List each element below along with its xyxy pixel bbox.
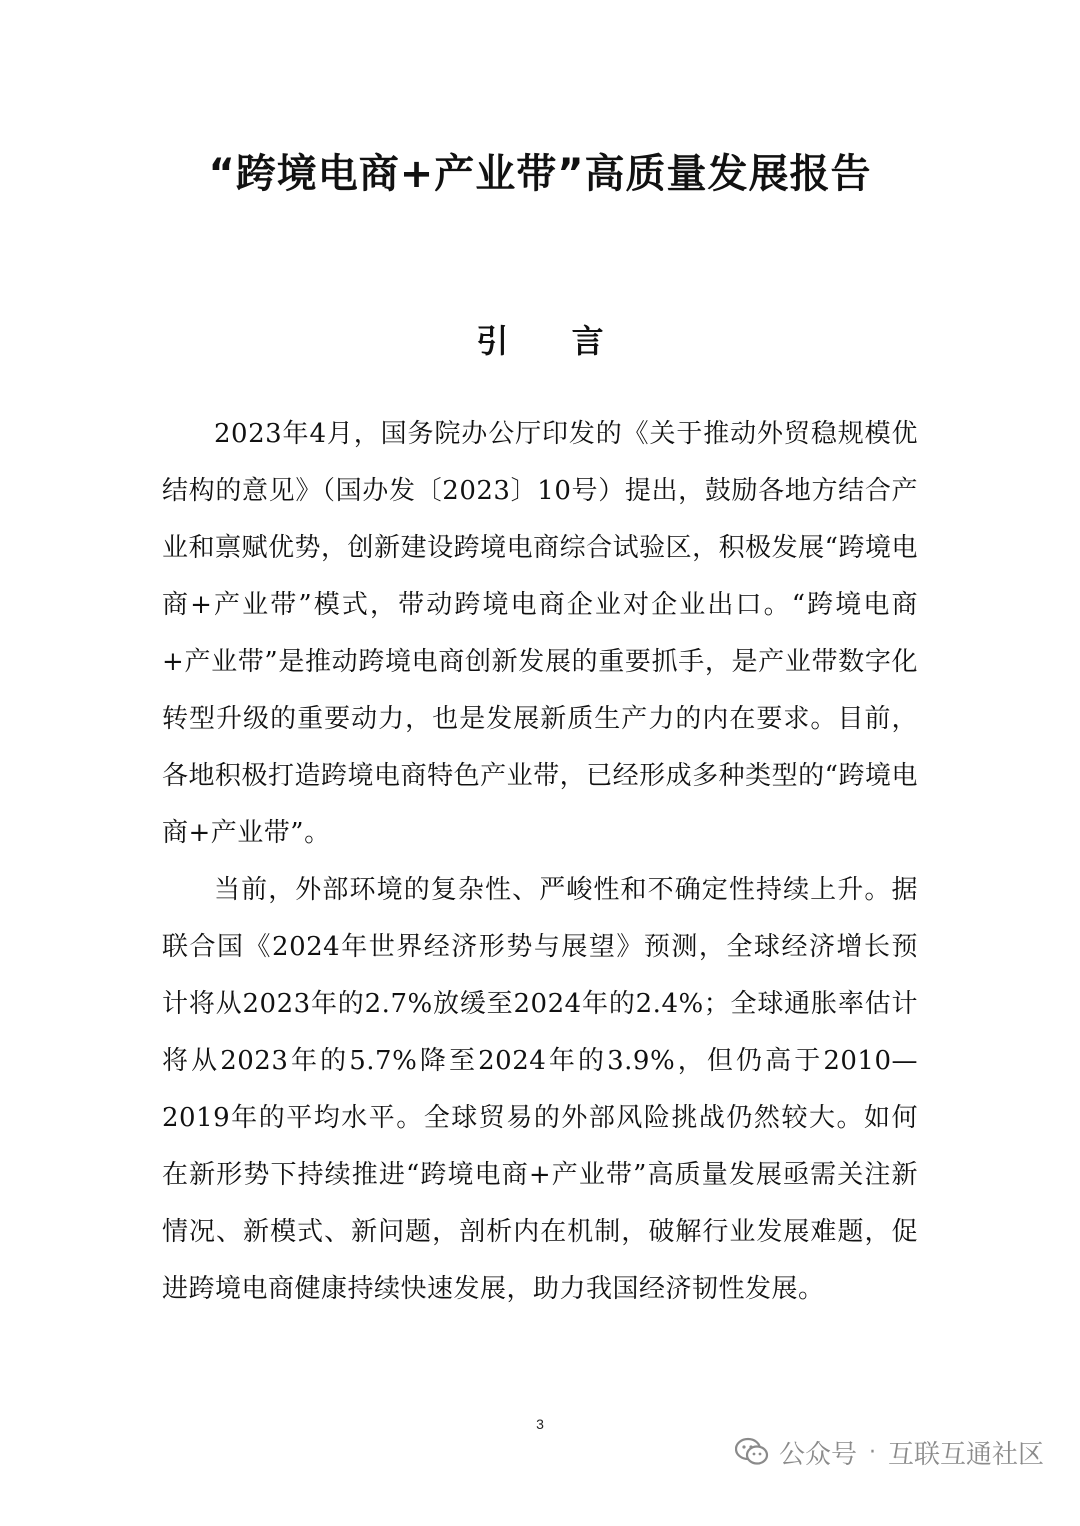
paragraph-intro: 2023年4月，国务院办公厅印发的《关于推动外贸稳规模优结构的意见》（国办发〔2023〕10号）提出，鼓励各地方结合产业和禀赋优势，创新建设跨境电商综合试验区，积极发展“跨境电商+产业带”模式，带动跨境电商企业对企业出口。“跨境电商+产业带”是推动跨境电商创新发展的重要抓手，是产业带数字化转型升级的重要动力，也是发展新质生产力的内在要求。目前，各地积极打造跨境电商特色产业带，已经形成多种类型的“跨境电商+产业带”。: [162, 419, 918, 848]
body-text: [162, 406, 918, 1318]
document-title: “跨境电商+产业带”高质量发展报告: [208, 151, 872, 197]
wechat-watermark: [735, 1428, 1044, 1476]
watermark-separator: ·: [868, 1439, 876, 1465]
wechat-icon: [735, 1437, 769, 1467]
page-number: 3: [536, 1416, 544, 1432]
watermark-account: 互联互通社区: [887, 1439, 1044, 1470]
watermark-label: 公众号: [778, 1439, 857, 1470]
paragraph-context: 当前，外部环境的复杂性、严峻性和不确定性持续上升。据联合国《2024年世界经济形势与展望》预测，全球经济增长预计将从2023年的2.7%放缓至2024年的2.4%；全球通胀率估计将从2023年的5.7%降至2024年的3.9%，但仍高于2010—2019年的平均水平。全球贸易的外部风险挑战仍然较大。如何在新形势下持续推进“跨境电商+产业带”高质量发展亟需关注新情况、新模式、新问题，剖析内在机制，破解行业发展难题，促进跨境电商健康持续快速发展，助力我国经济韧性发展。: [162, 875, 918, 1304]
section-heading: 引 言: [476, 322, 630, 360]
